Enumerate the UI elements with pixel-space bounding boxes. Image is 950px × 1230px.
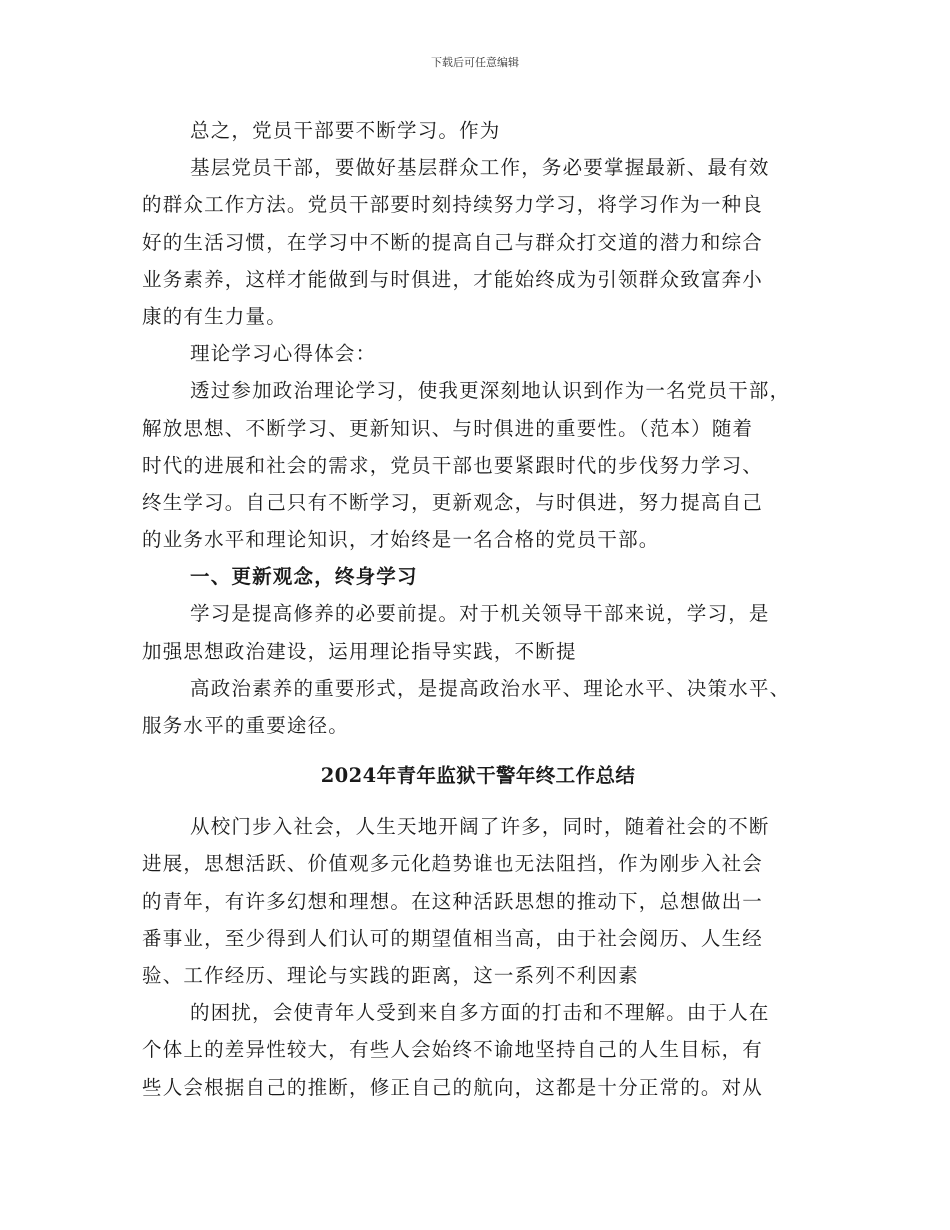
text-line: 服务水平的重要途径。 [142, 714, 350, 737]
section-title: 2024年青年监狱干警年终工作总结 [320, 764, 636, 788]
text-line: 从校门步入社会，人生天地开阔了许多，同时，随着社会的不断 [190, 815, 770, 839]
text-line: 加强思想政治建设，运用理论指导实践，不断提 [142, 639, 577, 663]
text-line: 个体上的差异性较大，有些人会始终不谕地坚持自己的人生目标，有 [142, 1038, 764, 1062]
document-body [142, 112, 814, 1106]
text-line: 业务素养，这样才能做到与时俱进，才能始终成为引领群众致富奔小 [142, 267, 764, 291]
text-line: 些人会根据自己的推断，修正自己的航向，这都是十分正常的。对从 [142, 1075, 764, 1099]
text-line: 理论学习心得体会： [190, 342, 377, 366]
text-line: 高政治素养的重要形式，是提高政治水平、理论水平、决策水平、 [190, 676, 791, 700]
text-line: 好的生活习惯，在学习中不断的提高自己与群众打交道的潜力和综合 [142, 230, 764, 254]
text-line: 终生学习。自己只有不断学习，更新观念，与时俱进，努力提高自己 [142, 490, 764, 514]
section-heading: 一、更新观念，终身学习 [190, 565, 418, 589]
page-header-note: 下载后可任意编辑 [431, 56, 519, 69]
text-line: 的困扰，会使青年人受到来自多方面的打击和不理解。由于人在 [190, 1001, 770, 1025]
text-line: 的群众工作方法。党员干部要时刻持续努力学习，将学习作为一种良 [142, 193, 764, 217]
text-line: 康的有生力量。 [142, 304, 287, 328]
text-line: 透过参加政治理论学习，使我更深刻地认识到作为一名党员干部， [190, 379, 791, 403]
text-line: 基层党员干部，要做好基层群众工作，务必要掌握最新、最有效 [190, 156, 770, 180]
text-line: 时代的进展和社会的需求，党员干部也要紧跟时代的步伐努力学习、 [142, 453, 764, 477]
text-line: 的业务水平和理论知识，才始终是一名合格的党员干部。 [142, 528, 660, 552]
text-line: 进展，思想活跃、价值观多元化趋势谁也无法阻挡，作为刚步入社会 [142, 852, 764, 876]
text-line: 解放思想、不断学习、更新知识、与时俱进的重要性。（范本）随着 [142, 416, 754, 440]
text-line: 总之，党员干部要不断学习。作为 [190, 119, 501, 142]
text-line: 学习是提高修养的必要前提。对于机关领导干部来说，学习，是 [190, 602, 770, 626]
text-line: 番事业，至少得到人们认可的期望值相当高，由于社会阅历、人生经 [142, 926, 764, 950]
text-line: 的青年，有许多幻想和理想。在这种活跃思想的推动下，总想做出一 [142, 889, 764, 913]
text-line: 验、工作经历、理论与实践的距离，这一系列不利因素 [142, 963, 639, 987]
